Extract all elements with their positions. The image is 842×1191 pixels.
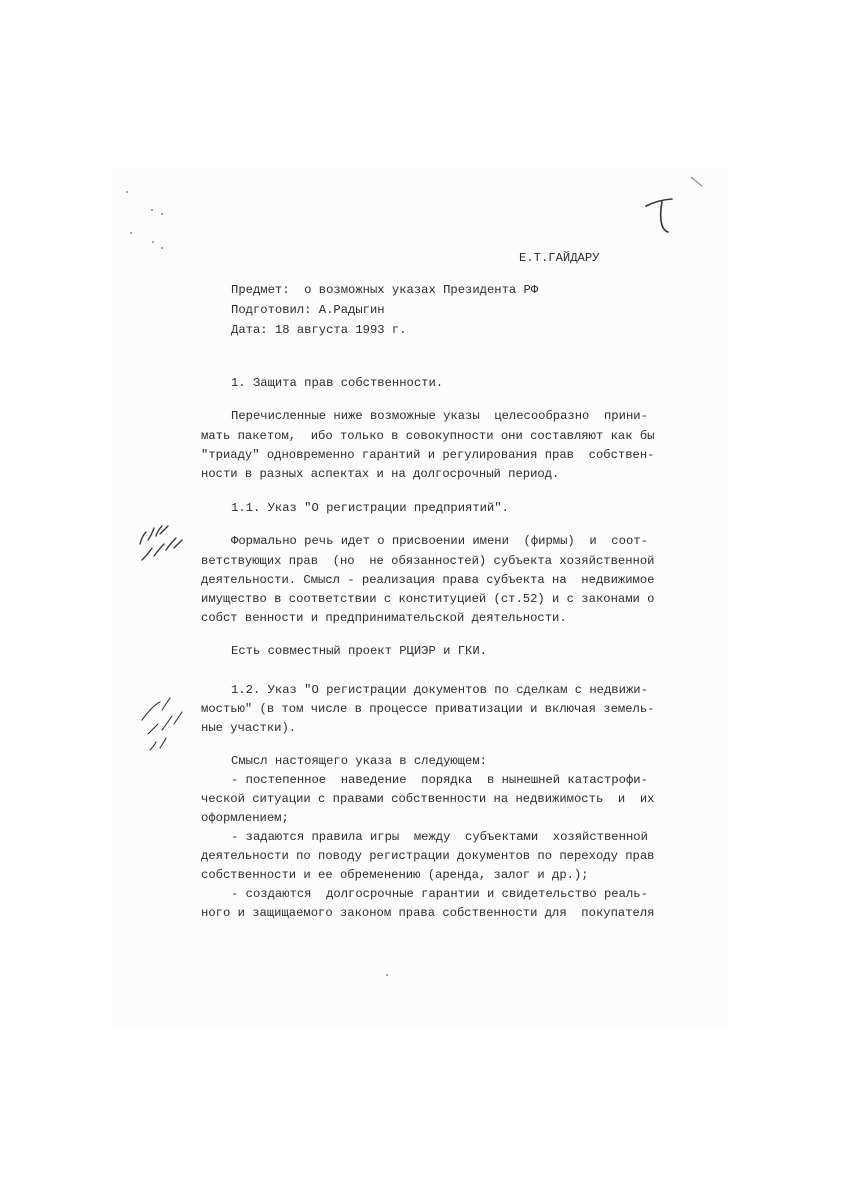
paragraph-line: ветствующих прав (но не обязанностей) субъекта хозяйственной — [201, 554, 655, 568]
list-item: собственности и ее обременению (аренда, залог и др.); — [201, 868, 589, 882]
paragraph-line: ности в разных аспектах и на долгосрочный период. — [201, 467, 560, 481]
scan-speck — [126, 191, 128, 193]
list-item: - задаются правила игры между субъектами хозяйственной — [231, 830, 648, 844]
scan-speck — [152, 241, 154, 243]
handwritten-margin-note — [134, 686, 194, 766]
handwritten-page-number — [640, 190, 680, 240]
paragraph-line: Формально речь идет о присвоении имени (фирмы) и соот- — [231, 534, 648, 548]
scan-corner-mark — [690, 176, 704, 188]
section-heading: 1. Защита прав собственности. — [231, 376, 444, 390]
subject-line: Предмет: о возможных указах Президента РФ — [231, 283, 539, 297]
list-item: - создаются долгосрочные гарантии и свидетельство реаль- — [231, 887, 648, 901]
prepared-by-line: Подготовил: А.Радыгин — [231, 303, 385, 317]
scan-speck — [161, 247, 163, 249]
paragraph-line: мать пакетом, ибо только в совокупности они составляют как бы — [201, 429, 655, 443]
scan-speck — [161, 213, 163, 215]
paragraph-line: Есть совместный проект РЦИЭР и ГКИ. — [231, 644, 487, 658]
scan-speck — [130, 232, 132, 234]
scan-speck — [151, 209, 153, 211]
list-item: ного и защищаемого законом права собственности для покупателя — [201, 906, 655, 920]
subsection-heading: 1.1. Указ "О регистрации предприятий". — [231, 501, 509, 515]
paragraph-line: собст венности и предпринимательской деятельности. — [201, 611, 567, 625]
date-line: Дата: 18 августа 1993 г. — [231, 323, 407, 337]
paragraph-line: имущество в соответствии с конституцией (ст.52) и с законами о — [201, 592, 655, 606]
handwritten-margin-note — [130, 518, 188, 568]
subsection-heading: ные участки). — [201, 721, 297, 735]
subsection-heading: мостью" (в том числе в процессе приватизации и включая земель- — [201, 702, 655, 716]
addressee: Е.Т.ГАЙДАРУ — [519, 251, 600, 265]
paragraph-line: Смысл настоящего указа в следующем: — [231, 754, 487, 768]
paragraph-line: деятельности. Смысл - реализация права субъекта на недвижимое — [201, 573, 655, 587]
scan-speck — [386, 974, 388, 976]
list-item: деятельности по поводу регистрации документов по переходу прав — [201, 849, 655, 863]
subsection-heading: 1.2. Указ "О регистрации документов по сделкам с недвижи- — [231, 683, 648, 697]
paragraph-line: "триаду" одновременно гарантий и регулирования прав собствен- — [201, 448, 655, 462]
list-item: ческой ситуации с правами собственности на недвижимость и их — [201, 792, 655, 806]
list-item: оформлением; — [201, 811, 289, 825]
list-item: - постепенное наведение порядка в нынешней катастрофи- — [231, 773, 648, 787]
paragraph-line: Перечисленные ниже возможные указы целесообразно прини- — [231, 409, 648, 423]
